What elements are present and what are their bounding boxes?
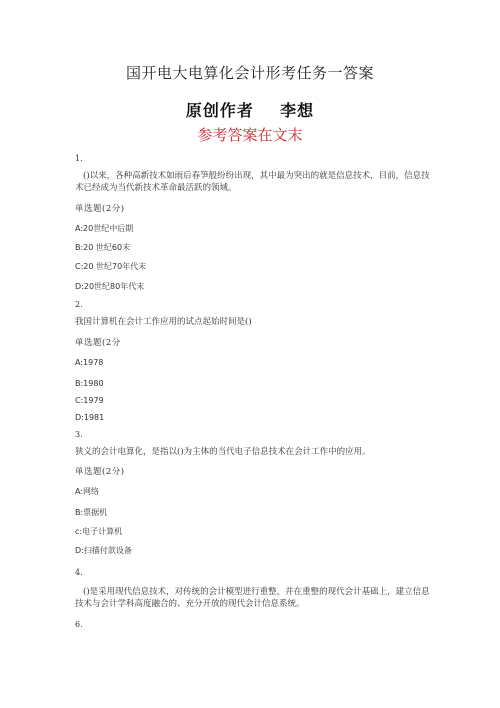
answer-note: 参考答案在文末 — [197, 126, 303, 144]
option-b: B:1980 — [75, 379, 104, 388]
option-c: c:电子计算机 — [75, 527, 123, 536]
option-d: D:1981 — [75, 413, 105, 422]
document-title: 国开电大电算化会计形考任务一答案 — [125, 64, 374, 82]
option-a: A:1978 — [75, 358, 104, 367]
option-d: D:20世纪80年代末 — [75, 282, 145, 291]
question-type: 单选题(2分 — [75, 338, 121, 348]
question-text: 狭义的会计电算化，是指以()为主体的当代电子信息技术在会计工作中的应用。 — [75, 447, 371, 457]
option-c: C:1979 — [75, 396, 104, 405]
question-text: ()是采用现代信息技术，对传统的会计模型进行重整，并在重整的现代会计基础上，建立信息技术与会计学科高度融合的、充分开放的现代会计信息系统。 — [75, 587, 430, 609]
question-text: 我国计算机在会计工作应用的试点起始时间是() — [75, 317, 252, 327]
question-number: 4. — [75, 568, 83, 577]
option-a: A:20世纪中后期 — [75, 224, 134, 233]
author-line: 原创作者 李想 — [185, 101, 315, 120]
question-number: 6. — [75, 620, 83, 629]
option-b: B:票据机 — [75, 508, 108, 517]
option-d: D:扫描付款设备 — [75, 546, 132, 555]
question-number: 3. — [75, 430, 83, 439]
question-number: 1. — [75, 154, 83, 163]
question-text: ()以来，各种高新技术如雨后春笋般纷纷出现，其中最为突出的就是信息技术，目前，信息技术已经成为当代新技术革命最活跃的领域。 — [75, 171, 430, 193]
question-number: 2. — [75, 300, 83, 309]
question-type: 单选题(2分) — [75, 204, 125, 214]
option-b: B:20 世纪60末 — [75, 243, 131, 252]
question-type: 单选题(2分) — [75, 467, 125, 477]
option-a: A:网络 — [75, 487, 100, 496]
option-c: C:20 世纪70年代末 — [75, 262, 147, 271]
